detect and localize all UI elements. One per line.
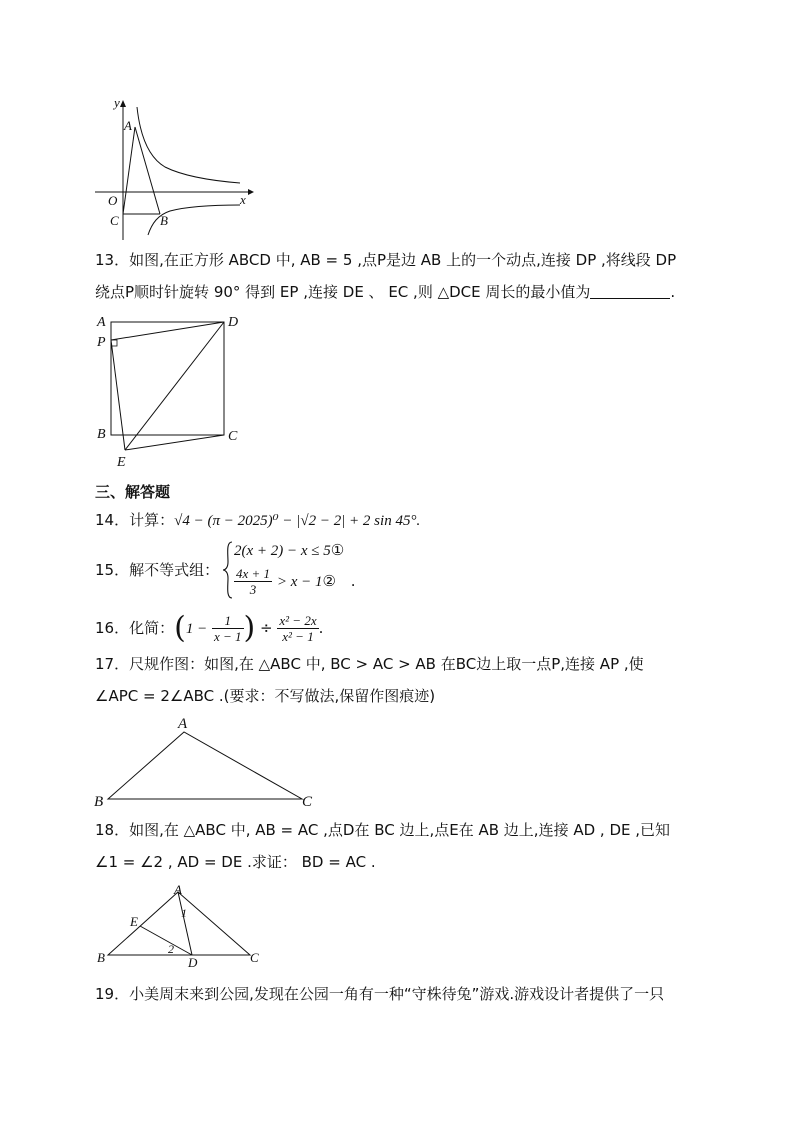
q16 — [95, 608, 323, 649]
label-C: C — [302, 794, 313, 810]
q15-label: 15．解不等式组： — [95, 561, 220, 579]
label-C: C — [110, 213, 119, 228]
label-O: O — [108, 193, 118, 208]
label-B: B — [97, 950, 105, 965]
label-A: A — [124, 118, 132, 133]
label-D: D — [188, 955, 198, 970]
q16-fraction1 — [212, 613, 244, 644]
q16-fraction2 — [277, 613, 318, 644]
q13-line2-end: . — [670, 283, 676, 301]
q17-figure — [92, 712, 332, 812]
x-axis-arrow — [248, 189, 254, 195]
segment-AC — [123, 127, 135, 214]
label-B: B — [97, 427, 106, 442]
label-D: D — [228, 315, 239, 330]
q15-mark1: ① — [330, 541, 345, 559]
q17-line2: ∠APC = 2∠ABC .(要求：不写做法,保留作图痕迹) — [95, 687, 436, 705]
q16-label: 16．化简： — [95, 619, 175, 637]
segment-DE — [140, 926, 192, 955]
answer-blank — [590, 283, 670, 299]
right-paren: ) — [243, 610, 256, 646]
label-angle1: 1 — [181, 906, 187, 920]
q13-line2 — [95, 282, 675, 302]
label-C: C — [250, 950, 259, 965]
label-E: E — [117, 455, 126, 470]
label-angle2: 2 — [168, 942, 174, 956]
label-A: A — [174, 882, 182, 897]
q15-ineq1 — [234, 540, 344, 561]
brace-icon — [222, 540, 234, 600]
label-B: B — [160, 213, 168, 228]
label-x: x — [240, 192, 246, 207]
q19-line1: 19．小美周末来到公园,发现在公园一角有一种“守株待兔”游戏.游戏设计者提供了一只 — [95, 985, 665, 1003]
q13-line2-text: 绕点P顺时针旋转 90° 得到 EP ,连接 DE 、 EC ,则 △DCE 周长的最小值为 — [95, 283, 591, 301]
triangle-ABC — [108, 732, 302, 799]
q15-tail: . — [350, 572, 356, 590]
q16-f2-den: x² − 1 — [282, 629, 314, 644]
q18-line2: ∠1 = ∠2 , AD = DE .求证： BD = AC . — [95, 853, 376, 871]
label-A: A — [178, 716, 188, 732]
square-ABCD — [111, 322, 224, 435]
label-A: A — [97, 315, 106, 330]
segment-EC — [125, 435, 224, 450]
label-C: C — [228, 429, 238, 444]
q15-ineq2-den: 3 — [249, 582, 257, 597]
label-y: y — [114, 95, 120, 110]
label-B: B — [94, 794, 104, 810]
label-E: E — [130, 914, 138, 929]
q14 — [95, 510, 420, 531]
hyperbola-upper — [137, 107, 240, 183]
q15-ineq2 — [234, 566, 356, 597]
segment-DE — [125, 322, 224, 450]
q15-ineq2-rest: > x − 1 — [276, 574, 323, 590]
segment-PE — [111, 340, 125, 450]
q14-label: 14．计算： — [95, 511, 175, 529]
q16-one: 1 − — [185, 621, 208, 637]
section-title: 三、解答题 — [95, 483, 171, 501]
q15-mark2: ② — [322, 572, 336, 590]
q18-line1: 18．如图,在 △ABC 中, AB = AC ,点D在 BC 边上,点E在 AB 边上,连接 AD , DE ,已知 — [95, 821, 671, 839]
q13-line1: 13．如图,在正方形 ABCD 中, AB = 5 ,点P是边 AB 上的一个动点,连接 DP ,将线段 DP — [95, 251, 677, 269]
q15-ineq2-fraction — [234, 566, 272, 597]
q12-figure — [90, 95, 260, 245]
label-P: P — [97, 335, 106, 350]
left-paren: ( — [174, 610, 186, 646]
q16-f1-num: 1 — [212, 613, 244, 629]
segment-AB — [135, 127, 160, 214]
q16-div: ÷ — [260, 619, 273, 637]
q17-line1: 17．尺规作图：如图,在 △ABC 中, BC > AC > AB 在BC边上取一点P,连接 AP ,使 — [95, 655, 644, 673]
segment-PD — [111, 322, 224, 340]
q16-tail: . — [318, 619, 324, 637]
segment-AD — [178, 892, 192, 955]
q16-f2-num: x² − 2x — [279, 613, 317, 628]
q13-figure — [92, 310, 252, 470]
q15-ineq1-expr: 2(x + 2) − x ≤ 5 — [234, 543, 331, 559]
q16-f1-den: x − 1 — [213, 629, 242, 644]
q15-ineq2-num: 4x + 1 — [236, 566, 271, 581]
q18-figure — [92, 880, 272, 970]
y-axis-arrow — [120, 100, 126, 107]
q14-expression: √4 − (π − 2025)⁰ − |√2 − 2| + 2 sin 45°. — [174, 513, 421, 529]
